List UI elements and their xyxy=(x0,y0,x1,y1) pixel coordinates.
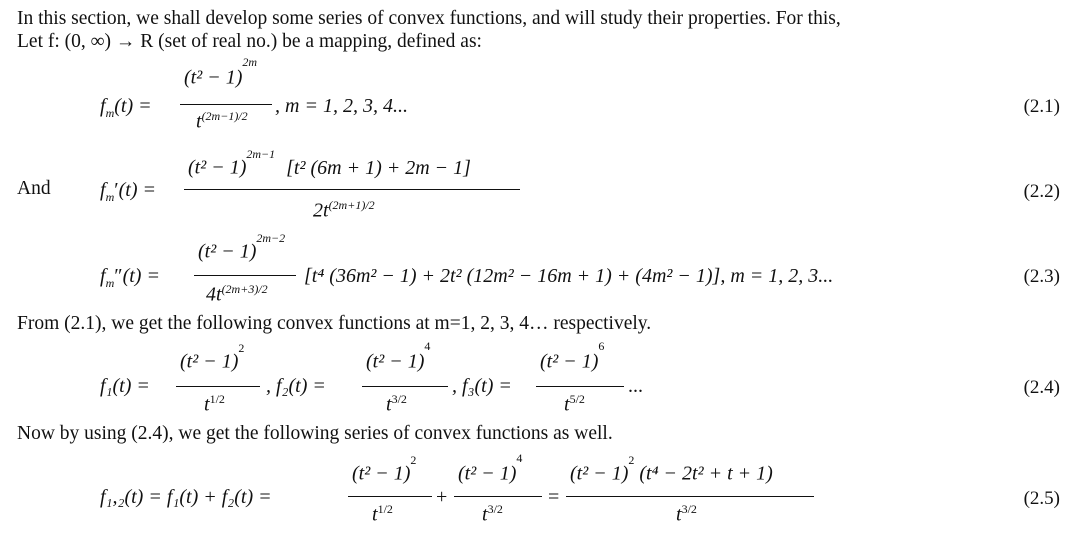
eq1-fraction-bar xyxy=(180,104,272,105)
eq4-f2-bar xyxy=(362,386,448,387)
eq2-fraction-bar xyxy=(184,189,520,190)
eq5-b-bar xyxy=(454,496,542,497)
eq5-c-bar xyxy=(566,496,814,497)
eq4-f1-label: f₁(t) = xyxy=(100,375,150,397)
and-label: And xyxy=(17,178,51,199)
eq4-f3-denominator: $t^{5/2}$ xyxy=(564,392,585,416)
eq5-a-denominator: $t^{1/2}$ xyxy=(372,502,393,526)
eq4-ellipsis: ... xyxy=(628,375,643,397)
eq1-tail: , m = 1, 2, 3, 4... xyxy=(275,95,408,117)
eq2-denominator: $2t^{(2m+1)/2}$ xyxy=(313,198,375,222)
eq3-denominator: $4t^{(2m+3)/2}$ xyxy=(206,282,268,306)
eq3-number: (2.3) xyxy=(1023,266,1060,287)
eq5-a-numerator: $(t^2 - 1)^2$ xyxy=(352,453,417,485)
eq5-lhs: f₁,₂(t) = f₁(t) + f₂(t) = xyxy=(100,486,272,508)
eq4-f3-numerator: $(t^2 - 1)^6$ xyxy=(540,339,605,373)
eq1-lhs: $f_m(t)$ = xyxy=(100,95,152,120)
eq4-f1-bar xyxy=(176,386,260,387)
eq5-plus: + xyxy=(436,486,448,508)
eq3-numerator: $(t^2 - 1)^{2m-2}$ xyxy=(198,231,286,263)
eq4-f3-label: , f₃(t) = xyxy=(452,375,512,397)
eq2-number: (2.2) xyxy=(1023,181,1060,202)
text-from: From (2.1), we get the following convex functions at m=1, 2, 3, 4… respectively. xyxy=(17,313,652,334)
eq3-fraction-bar xyxy=(194,275,296,276)
eq3-tail: [t⁴ (36m² − 1) + 2t² (12m² − 16m + 1) + (4m² − 1)], m = 1, 2, 3... xyxy=(304,265,834,287)
eq2-numerator: $(t^2 - 1)^{2m-1}$ [t² (6m + 1) + 2m − 1] xyxy=(188,147,471,179)
eq5-a-bar xyxy=(348,496,432,497)
eq4-f3-bar xyxy=(536,386,624,387)
eq1-numerator: $(t^2 - 1)^{2m}$ xyxy=(184,55,258,89)
eq5-b-denominator: $t^{3/2}$ xyxy=(482,502,503,526)
eq5-number: (2.5) xyxy=(1023,488,1060,509)
eq5-c-denominator: $t^{3/2}$ xyxy=(676,502,697,526)
eq4-f1-numerator: $(t^2 - 1)^2$ xyxy=(180,341,245,373)
intro-line-2: Let f: (0, ∞) → R (set of real no.) be a mapping, defined as: xyxy=(17,31,482,52)
eq4-f1-denominator: $t^{1/2}$ xyxy=(204,392,225,416)
eq2-lhs: $f_m'(t)$ = xyxy=(100,179,156,204)
eq3-lhs: $f_m''(t)$ = xyxy=(100,265,160,290)
eq1-denominator: $t^{(2m-1)/2}$ xyxy=(196,109,248,133)
text-now: Now by using (2.4), we get the following series of convex functions as well. xyxy=(17,423,613,444)
eq4-f2-label: , f₂(t) = xyxy=(266,375,326,397)
intro-line-1: In this section, we shall develop some series of convex functions, and will study their properties. For this, xyxy=(17,8,841,29)
eq5-equals: = xyxy=(548,486,560,508)
eq4-f2-numerator: $(t^2 - 1)^4$ xyxy=(366,339,431,373)
eq5-c-numerator: $(t^2 - 1)^2$ (t⁴ − 2t² + t + 1) xyxy=(570,453,773,485)
eq1-number: (2.1) xyxy=(1023,96,1060,117)
eq5-b-numerator: $(t^2 - 1)^4$ xyxy=(458,451,523,485)
eq4-f2-denominator: $t^{3/2}$ xyxy=(386,392,407,416)
eq4-number: (2.4) xyxy=(1023,377,1060,398)
